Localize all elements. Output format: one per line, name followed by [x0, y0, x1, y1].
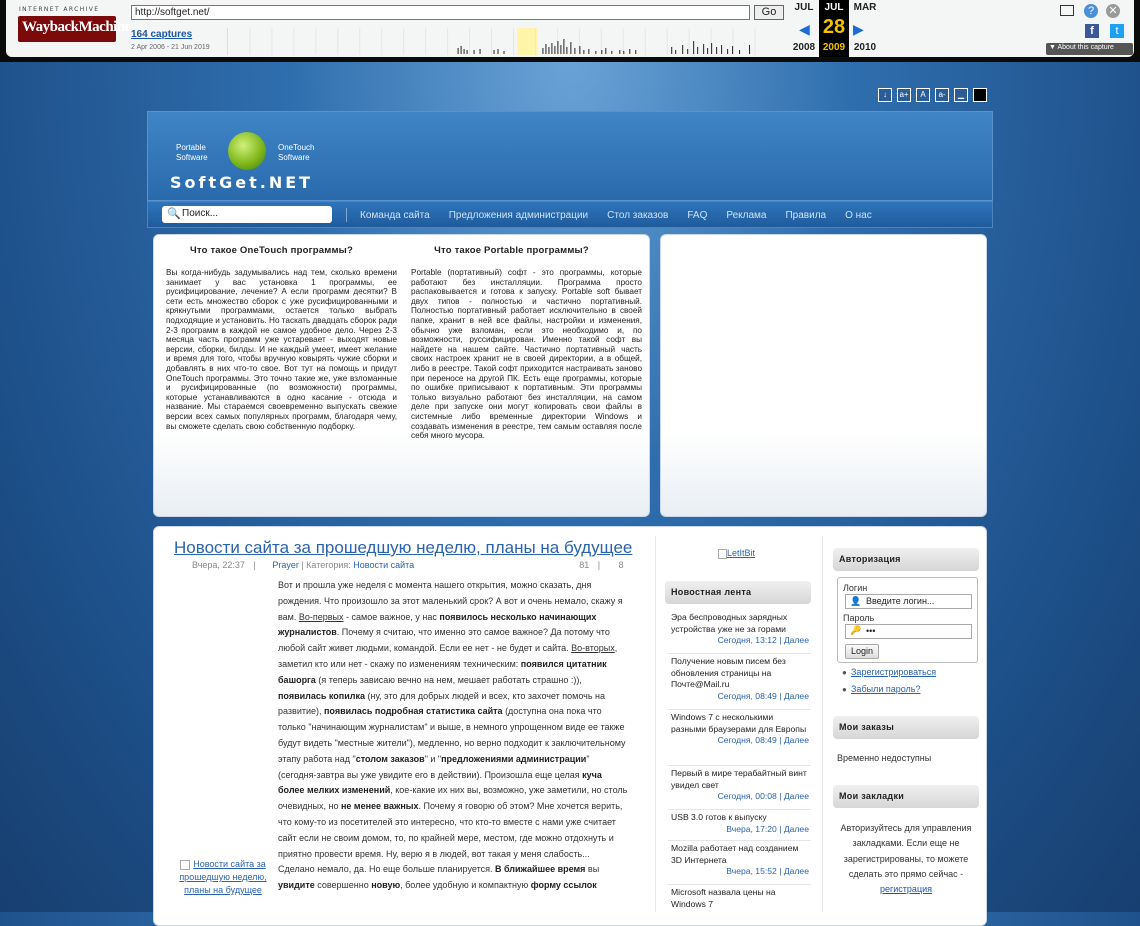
body-bold: появилась подробная статистика сайта — [324, 706, 503, 717]
news-item-meta[interactable]: Сегодня, 00:08 | Далее — [717, 791, 809, 801]
body-bold: появилась копилка — [278, 690, 365, 701]
portable-line2: Software — [176, 153, 208, 162]
bullet-icon: ● — [842, 685, 847, 694]
body-text: (ну, это для добрых людей и всех, кто захочет помочь на развитие), — [278, 690, 605, 717]
news-item-title[interactable]: USB 3.0 готов к выпуску — [671, 812, 767, 822]
news-item-meta[interactable]: Сегодня, 08:49 | Далее — [717, 690, 809, 701]
captures-sparkline[interactable] — [227, 28, 784, 55]
nav-rules[interactable]: Правила — [785, 210, 827, 221]
login-placeholder: Введите логин... — [866, 596, 935, 606]
column-divider — [655, 536, 656, 912]
news-item-title[interactable]: Получение новым писем без обновления страницы на Почте@Mail.ru — [671, 656, 786, 689]
current-day: 28 — [822, 16, 846, 38]
close-icon[interactable]: ✕ — [1106, 4, 1120, 18]
portable-line1: Portable — [176, 143, 206, 152]
body-bold: предложениями администрации — [441, 753, 587, 764]
about-capture-label: About this capture — [1057, 44, 1114, 51]
body-bold: форму ссылок — [530, 880, 597, 891]
ad-panel — [660, 234, 987, 517]
prev-year-label: 2008 — [792, 42, 816, 53]
site-header — [147, 111, 993, 201]
body-text: , кое-какие их них вы, возможно, уже заметили, но столь очевидных, но — [278, 785, 628, 812]
news-item-title[interactable]: Mozilla работает над созданием 3D Интернета — [671, 843, 799, 865]
intro-panel — [153, 234, 650, 517]
body-text: " и " — [424, 753, 442, 764]
onetouch-line2: Software — [278, 153, 310, 162]
body-bold: не менее важных — [340, 801, 419, 812]
news-item[interactable] — [671, 768, 809, 803]
twitter-icon[interactable]: t — [1110, 24, 1124, 38]
next-capture-arrow-icon[interactable]: ▶ — [853, 21, 864, 37]
body-text: , более удобную и компактную — [400, 880, 531, 891]
news-item-title[interactable]: Windows 7 с несколькими разными браузерами для Европы — [671, 712, 807, 734]
font-larger-icon[interactable]: a+ — [897, 88, 911, 102]
nav-orders[interactable]: Стол заказов — [607, 210, 669, 221]
post-date: Вчера, 22:37 — [192, 560, 245, 570]
bookmarks-header: Мои закладки — [833, 785, 979, 808]
theme-dark-icon[interactable] — [973, 88, 987, 102]
nav-team[interactable]: Команда сайта — [360, 210, 430, 221]
body-bold: куча более мелких изменений — [278, 769, 602, 796]
search-input[interactable] — [162, 206, 332, 223]
news-item-title[interactable]: Первый в мире терабайтный винт увидел свет — [671, 768, 807, 790]
nav-divider — [346, 208, 347, 222]
body-bold: появился цитатник башорга — [278, 658, 607, 685]
post-meta: Вчера, 22:37 | Prayer | Категория: Новости сайта 81 | 8 — [192, 560, 624, 570]
auth-header: Авторизация — [833, 548, 979, 571]
prev-capture-arrow-icon[interactable]: ◀ — [799, 21, 810, 37]
banner-alt-text: LetItBit — [727, 548, 756, 558]
news-item[interactable] — [671, 612, 809, 647]
news-item-title[interactable]: Microsoft назвала цены на Windows 7 — [671, 887, 776, 909]
password-value: ••• — [866, 626, 876, 636]
body-bold: столом заказов — [355, 753, 425, 764]
nav-ads[interactable]: Реклама — [726, 210, 767, 221]
news-item-title[interactable]: Эра беспроводных зарядных устройства уже не за горами — [671, 612, 788, 634]
body-text: Сделано немало, да. Но еще больше планируется. — [278, 864, 495, 875]
body-text: . Почему я говорю об этом? Мне хочется верить, что кому-то из посетителей это интересно, что кто-то вместе с нами уже считает сайт если не своим домом, то, по крайней мере, местом, где можно отдохнуть и приятно провести время. Ну, верю я в людей, вот такая у меня слабость... — [278, 801, 623, 859]
login-input[interactable] — [845, 594, 972, 609]
broken-image-icon — [180, 860, 190, 870]
help-icon[interactable]: ? — [1084, 4, 1098, 18]
about-capture-button[interactable]: ▼ About this capture — [1046, 43, 1133, 55]
body-text: (я теперь зависаю вечно на нем, мешает работать страшно :)), — [315, 674, 582, 685]
body-underline: Во-первых — [298, 611, 344, 622]
internet-archive-label: INTERNET ARCHIVE — [19, 6, 100, 13]
bookmarks-message: Авторизуйтесь для управления закладками. Если еще не зарегистрированы, то можете сделать это прямо сейчас - — [840, 823, 972, 879]
login-button[interactable]: Login — [845, 644, 879, 659]
thumbnail-alt-text: Новости сайта за прошедшую неделю, планы на будущее — [179, 859, 267, 895]
broken-image-icon — [718, 549, 727, 559]
post-views: 81 — [579, 560, 590, 570]
portable-title: Что такое Portable программы? — [434, 245, 589, 256]
portable-software-label — [176, 143, 208, 163]
next-month-label: MAR — [853, 2, 877, 13]
portable-text: Portable (портативный) софт - это программы, которые работают без инсталляции. Программа просто распаковывается и готова к запуску. Portable soft бывает двух типов - полностью и частично портативный. Полностью портативный работает исключительно в своей папке, хранит в ней все файлы, настройки и изменения, обычно уже взломан, если это необходимо и, по возможности, руссифицирован. Именно такой софт вы найдете на нашем сайте. Частично портативный часть своих настроек хранит не в своей директории, а в общей, либо в реестре. Такой софт приходится настраивать заново при переносе на другой ПК. Есть еще программы, которые по ошибке приписывают к портативным. Эти программы только визуально работают без инсталляции, на самом деле при запуске они могут копировать свои файлы в системные либо временные директории Windows и создавать изменения в реестре, тем самым оставляя после себя много мусора. — [411, 268, 642, 441]
theme-blue-icon[interactable]: ▁ — [954, 88, 968, 102]
wayback-logo[interactable]: WaybackMachine — [18, 16, 116, 42]
login-form — [837, 577, 978, 663]
wayback-toolbar — [0, 0, 1140, 62]
nav-items — [360, 209, 891, 221]
prev-month[interactable] — [789, 2, 819, 53]
news-item-meta[interactable]: Сегодня, 08:49 | Далее — [717, 735, 809, 745]
news-divider — [668, 765, 811, 766]
calendar-icon[interactable] — [1060, 5, 1074, 16]
post-body — [278, 578, 630, 894]
bookmarks-register-link[interactable]: регистрация — [879, 884, 932, 895]
body-text: (доступна она пока что только "начинающим журналистам" и выше, в немного упрощенном виде ее также будут видеть "местные жители"), медленно, но верно подходит к заключительному этапу работа над " — [278, 706, 626, 764]
body-text: Вот и прошла уже неделя с момента нашего открытия, можно сказать, дня рождения. Что произошло за этот маленький срок? А вот и очень немало, скажу я вам. — [278, 580, 623, 622]
onetouch-title: Что такое OneTouch программы? — [190, 245, 353, 256]
news-item[interactable] — [671, 843, 809, 878]
news-item[interactable] — [671, 712, 809, 747]
onetouch-line1: OneTouch — [278, 143, 315, 152]
post-thumbnail[interactable] — [174, 858, 272, 897]
body-bold: появилось несколько начинающих журналистов — [278, 611, 597, 638]
font-normal-icon[interactable]: A — [916, 88, 930, 102]
column-divider-right — [822, 536, 823, 912]
bookmarks-text — [836, 821, 976, 897]
nav-about[interactable]: О нас — [845, 210, 872, 221]
facebook-icon[interactable]: f — [1085, 24, 1099, 38]
body-text: , заметил кто или нет - скажу по изменениям техническим: — [278, 643, 618, 669]
main-nav — [147, 201, 993, 228]
body-text: . Почему я считаю, что именно это самое важное? Да потому что любой сайт живет людьми, командой. Если ее нет - не будет и сайта. — [278, 627, 610, 654]
logo-ball-icon[interactable] — [228, 132, 266, 170]
search-placeholder: Поиск... — [182, 208, 219, 219]
orders-status: Временно недоступны — [837, 753, 932, 763]
next-year-label: 2010 — [853, 42, 877, 53]
body-underline: Во-вторых — [571, 643, 615, 654]
news-item-meta[interactable]: Вчера, 15:52 | Далее — [726, 866, 809, 876]
wayback-panel — [6, 0, 1134, 57]
register-link[interactable]: Зарегистрироваться — [851, 667, 937, 677]
news-item[interactable] — [671, 656, 809, 702]
onetouch-text: Вы когда-нибудь задумывались над тем, сколько времени занимает у вас установка 1 программы, ее русифицирование, лечение? А если программ десятки? В сети есть множество сборок с уже русифицированными и крякнутыми программами, остается только выбрать подходящие и установить. Но таскать двадцать сборок ради 2-3 программ в каждой не самое удобное дело. Через 2-3 месяца часть программ уже устаревает - выходят новые версии, сборки, билды. И не каждый умеет, имеет желание и время для того, чтобы вручную ковырять чужие сборки и добавлять в них что-то свое. Вот тут на помощь и придут OneTouch программы. Это точно такие же, уже взломанные и русифицированные (по возможности) программы, которые устанавливаются в одно касание - отсюда и название. Мы стараемся своевременно выпускать свежие версии всех самых популярных программ, благодаря чему, вы сможете сделать свою собственную подборку. — [166, 268, 397, 431]
news-divider — [668, 709, 811, 710]
nav-admin-proposals[interactable]: Предложения администрации — [448, 210, 589, 221]
news-item[interactable] — [671, 812, 809, 835]
body-text: совершенно — [314, 880, 372, 891]
site-name[interactable]: SoftGet.NET — [170, 173, 314, 192]
user-icon: 👤 — [850, 596, 862, 606]
search-icon: 🔍 — [167, 208, 181, 220]
login-label: Логин — [843, 583, 868, 593]
wayback-url-input[interactable]: http://softget.net/ — [131, 5, 750, 20]
captures-link[interactable]: 164 captures — [131, 29, 193, 40]
letitbit-banner[interactable] — [718, 548, 755, 559]
scroll-down-icon[interactable]: ↓ — [878, 88, 892, 102]
body-bold: увидите — [278, 880, 315, 891]
news-divider — [668, 840, 811, 841]
wayback-go-button[interactable]: Go — [754, 5, 784, 20]
post-category[interactable]: Новости сайта — [353, 560, 415, 570]
news-divider — [668, 653, 811, 654]
news-item-meta[interactable]: Вчера, 17:20 | Далее — [726, 823, 809, 834]
password-label: Пароль — [843, 613, 875, 623]
body-bold: В ближайшее время — [494, 864, 586, 875]
forgot-password-link[interactable]: Забыли пароль? — [851, 684, 921, 694]
bullet-icon: ● — [842, 668, 847, 677]
orders-header: Мои заказы — [833, 716, 979, 739]
body-bold: новую — [371, 880, 401, 891]
post-comments[interactable]: 8 — [618, 560, 624, 570]
password-input[interactable] — [845, 624, 972, 639]
news-feed-header: Новостная лента — [665, 581, 811, 604]
news-item[interactable] — [671, 887, 809, 910]
news-item-meta[interactable]: Сегодня, 13:12 | Далее — [717, 635, 809, 645]
category-label: | Категория: — [301, 560, 351, 570]
next-month[interactable] — [850, 2, 880, 53]
captures-range: 2 Apr 2006 - 21 Jun 2019 — [131, 44, 210, 51]
current-month-label: JUL — [824, 2, 844, 13]
body-text: " (сегодня-завтра вы уже увидите его в действии). Произошла еще целая — [278, 753, 590, 780]
news-divider — [668, 809, 811, 810]
news-divider — [668, 884, 811, 885]
post-title[interactable]: Новости сайта за прошедшую неделю, планы на будущее — [174, 538, 633, 557]
body-text: вы — [585, 864, 600, 875]
nav-faq[interactable]: FAQ — [687, 210, 708, 221]
onetouch-software-label — [278, 143, 314, 163]
current-year-label: 2009 — [822, 42, 846, 53]
key-icon: 🔑 — [850, 625, 862, 635]
prev-month-label: JUL — [794, 2, 814, 13]
body-text: - самое важное, у нас — [343, 611, 440, 622]
font-smaller-icon[interactable]: a- — [935, 88, 949, 102]
post-author[interactable]: Prayer — [272, 560, 299, 570]
